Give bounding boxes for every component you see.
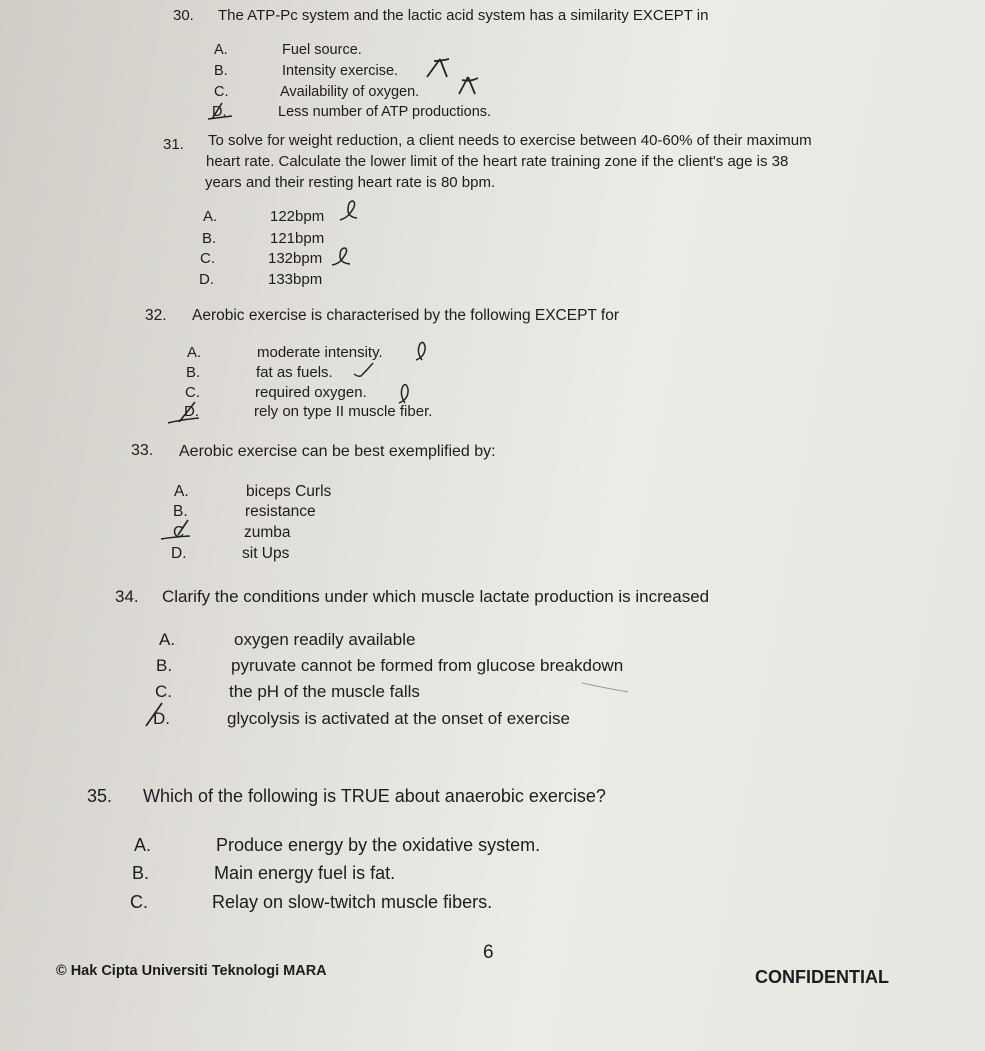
- option-letter: C.: [130, 892, 148, 912]
- option-letter: A.: [203, 208, 218, 225]
- option-text: rely on type II muscle fiber.: [254, 403, 433, 420]
- option-letter: B.: [186, 364, 201, 381]
- option-text: Fuel source.: [282, 42, 362, 58]
- handwritten-mark-icon: [412, 338, 430, 364]
- copyright-notice: © Hak Cipta Universiti Teknologi MARA: [56, 963, 327, 979]
- question-number: 33.: [131, 442, 154, 459]
- option-text: Availability of oxygen.: [280, 84, 420, 100]
- option-text: the pH of the muscle falls: [229, 682, 420, 701]
- question-number: 31.: [163, 136, 184, 153]
- option-letter: B.: [214, 63, 228, 79]
- option-letter: A.: [134, 835, 152, 855]
- pencil-stroke-mark: [580, 680, 630, 696]
- option-text: resistance: [245, 503, 316, 520]
- question-number: 30.: [173, 7, 194, 24]
- option-text: 122bpm: [270, 208, 325, 225]
- option-letter: D.: [153, 709, 170, 728]
- option-letter: A.: [174, 483, 189, 500]
- question-text: Clarify the conditions under which muscle lactate production is increased: [162, 587, 710, 606]
- option-text: pyruvate cannot be formed from glucose breakdown: [231, 656, 624, 675]
- option-text: required oxygen.: [255, 384, 367, 401]
- question-text-line: years and their resting heart rate is 80 bpm.: [205, 174, 496, 191]
- handwritten-mark-icon: [337, 198, 361, 224]
- cross-mark-icon: [425, 55, 455, 81]
- answer-slash-mark: [140, 700, 170, 730]
- option-letter: C.: [155, 682, 172, 701]
- option-text: sit Ups: [242, 545, 290, 562]
- page-number: 6: [483, 942, 494, 963]
- option-text: Relay on slow-twitch muscle fibers.: [212, 892, 493, 912]
- handwritten-mark-icon: [396, 380, 414, 406]
- option-text: Main energy fuel is fat.: [214, 863, 396, 883]
- option-text: moderate intensity.: [257, 344, 383, 361]
- option-text: 132bpm: [268, 250, 323, 267]
- handwritten-mark-icon: [330, 245, 354, 269]
- option-letter: C.: [173, 524, 189, 541]
- option-text: biceps Curls: [246, 483, 332, 500]
- option-letter: D.: [212, 104, 227, 120]
- question-text: Which of the following is TRUE about anaerobic exercise?: [143, 786, 606, 806]
- answer-underline-mark: [165, 398, 205, 428]
- option-text: Intensity exercise.: [282, 63, 399, 79]
- option-text: 133bpm: [268, 271, 323, 288]
- option-letter: B.: [156, 656, 173, 675]
- option-text: glycolysis is activated at the onset of exercise: [227, 709, 570, 728]
- option-text: Less number of ATP productions.: [278, 104, 492, 120]
- option-letter: A.: [159, 630, 176, 649]
- option-letter: C.: [214, 84, 229, 100]
- question-number: 35.: [87, 786, 113, 806]
- question-text-line: heart rate. Calculate the lower limit of the heart rate training zone if the client's age is 38: [206, 153, 789, 170]
- question-number: 32.: [145, 307, 167, 324]
- confidential-label: CONFIDENTIAL: [755, 967, 889, 987]
- option-letter: C.: [185, 384, 200, 401]
- option-letter: D.: [184, 403, 199, 420]
- answer-underline-mark: [158, 517, 196, 543]
- option-text: zumba: [244, 524, 291, 541]
- option-letter: A.: [214, 42, 228, 58]
- option-letter: D.: [171, 545, 187, 562]
- question-text: Aerobic exercise can be best exemplified by:: [179, 443, 496, 460]
- cross-mark-icon: [456, 74, 482, 98]
- question-text: The ATP-Pc system and the lactic acid system has a similarity EXCEPT in: [218, 7, 709, 24]
- option-letter: C.: [200, 250, 215, 267]
- option-letter: D.: [199, 271, 214, 288]
- question-text: Aerobic exercise is characterised by the following EXCEPT for: [192, 307, 620, 324]
- option-letter: B.: [202, 230, 217, 247]
- option-letter: A.: [187, 344, 202, 361]
- question-text-line: To solve for weight reduction, a client needs to exercise between 40-60% of their maximum: [208, 132, 812, 149]
- option-letter: B.: [132, 863, 150, 883]
- option-text: oxygen readily available: [234, 630, 416, 649]
- option-letter: B.: [173, 503, 188, 520]
- answer-underline-mark: [206, 100, 236, 122]
- option-text: fat as fuels.: [256, 364, 333, 381]
- option-text: 121bpm: [270, 230, 325, 247]
- option-text: Produce energy by the oxidative system.: [216, 835, 541, 855]
- question-number: 34.: [115, 587, 139, 606]
- check-mark-icon: [352, 360, 376, 380]
